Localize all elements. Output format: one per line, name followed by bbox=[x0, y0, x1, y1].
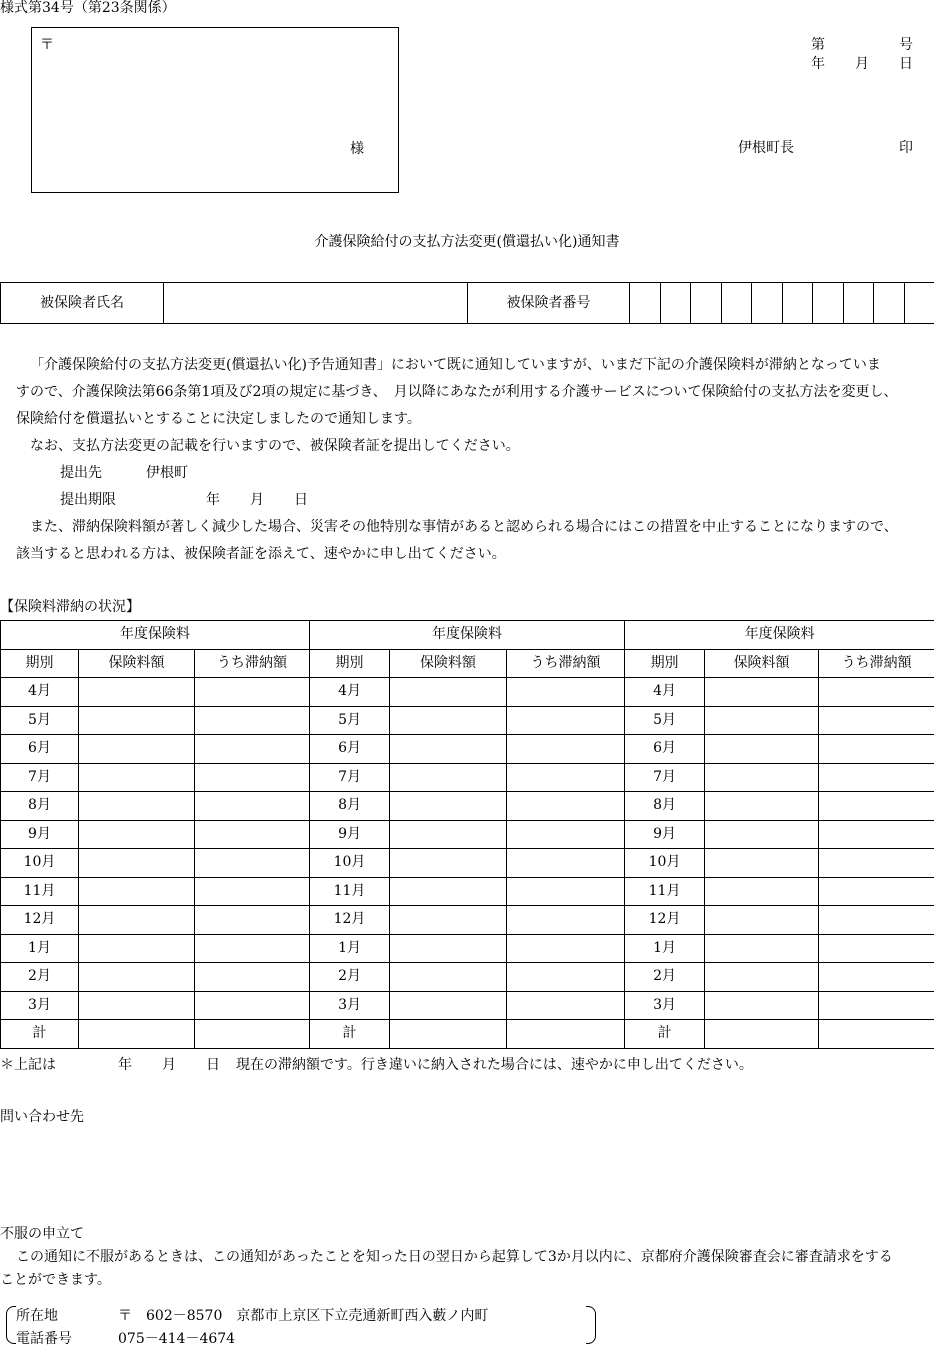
period-cell: 10月 bbox=[310, 849, 390, 878]
col-period: 期別 bbox=[625, 649, 705, 678]
arrears-amount-cell[interactable] bbox=[819, 735, 934, 764]
arrears-amount-cell[interactable] bbox=[819, 706, 934, 735]
col-premium: 保険料額 bbox=[79, 649, 195, 678]
form-number: 様式第34号（第23条関係） bbox=[0, 0, 176, 17]
body-p3-line1: また、滞納保険料額が著しく減少した場合、災害その他特別な事情があると認められる場合にはこの措置を中止することになりますので、 bbox=[16, 514, 928, 541]
note-month: 月 bbox=[162, 1057, 176, 1074]
arrears-amount-cell[interactable] bbox=[507, 706, 625, 735]
insured-number-digit[interactable] bbox=[813, 283, 844, 324]
premium-amount-cell[interactable] bbox=[390, 1020, 507, 1049]
period-cell: 12月 bbox=[310, 906, 390, 935]
issue-day: 日 bbox=[899, 56, 913, 73]
arrears-row bbox=[1, 792, 934, 821]
arrears-amount-cell[interactable] bbox=[507, 963, 625, 992]
col-arrears: うち滞納額 bbox=[819, 649, 934, 678]
period-cell: 9月 bbox=[625, 820, 705, 849]
period-cell: 1月 bbox=[1, 934, 79, 963]
appeal-line1: この通知に不服があるときは、この通知があったことを知った日の翌日から起算して3か月以内に、京都府介護保険審査会に審査請求をする bbox=[16, 1249, 893, 1266]
period-cell: 10月 bbox=[625, 849, 705, 878]
arrears-row bbox=[1, 678, 934, 707]
premium-amount-cell[interactable] bbox=[79, 735, 195, 764]
premium-amount-cell[interactable] bbox=[705, 678, 819, 707]
period-cell: 8月 bbox=[1, 792, 79, 821]
premium-amount-cell[interactable] bbox=[705, 706, 819, 735]
premium-amount-cell[interactable] bbox=[79, 849, 195, 878]
period-cell: 7月 bbox=[1, 763, 79, 792]
appeal-heading: 不服の申立て bbox=[0, 1226, 84, 1243]
insured-number-digit[interactable] bbox=[630, 283, 661, 324]
seal-mark: 印 bbox=[899, 140, 913, 157]
period-cell: 11月 bbox=[310, 877, 390, 906]
body-p2: なお、支払方法変更の記載を行いますので、被保険者証を提出してください。 bbox=[16, 433, 928, 460]
premium-amount-cell[interactable] bbox=[79, 877, 195, 906]
insured-table bbox=[0, 282, 934, 324]
col-premium: 保険料額 bbox=[705, 649, 819, 678]
issue-year: 年 bbox=[811, 56, 825, 73]
col-period: 期別 bbox=[1, 649, 79, 678]
period-cell: 3月 bbox=[1, 991, 79, 1020]
period-cell: 2月 bbox=[625, 963, 705, 992]
arrears-amount-cell[interactable] bbox=[819, 763, 934, 792]
arrears-amount-cell[interactable] bbox=[819, 963, 934, 992]
premium-amount-cell[interactable] bbox=[79, 706, 195, 735]
period-cell: 1月 bbox=[625, 934, 705, 963]
col-arrears: うち滞納額 bbox=[195, 649, 310, 678]
premium-amount-cell[interactable] bbox=[390, 678, 507, 707]
arrears-amount-cell[interactable] bbox=[819, 934, 934, 963]
premium-amount-cell[interactable] bbox=[390, 906, 507, 935]
arrears-amount-cell[interactable] bbox=[195, 678, 310, 707]
period-cell: 9月 bbox=[1, 820, 79, 849]
period-cell: 5月 bbox=[310, 706, 390, 735]
premium-amount-cell[interactable] bbox=[79, 820, 195, 849]
arrears-amount-cell[interactable] bbox=[819, 678, 934, 707]
premium-amount-cell[interactable] bbox=[390, 792, 507, 821]
arrears-row bbox=[1, 906, 934, 935]
arrears-body bbox=[1, 678, 934, 1049]
deadline-label: 提出期限 bbox=[60, 487, 116, 514]
period-cell: 6月 bbox=[625, 735, 705, 764]
bracket-left bbox=[6, 1306, 16, 1344]
period-cell: 4月 bbox=[625, 678, 705, 707]
arrears-amount-cell[interactable] bbox=[507, 1020, 625, 1049]
insured-number-digit[interactable] bbox=[721, 283, 752, 324]
col-period: 期別 bbox=[310, 649, 390, 678]
submit-to-label: 提出先 bbox=[60, 460, 102, 487]
arrears-amount-cell[interactable] bbox=[507, 763, 625, 792]
period-cell: 5月 bbox=[625, 706, 705, 735]
arrears-amount-cell[interactable] bbox=[507, 849, 625, 878]
col-premium: 保険料額 bbox=[390, 649, 507, 678]
office-address-value: 〒 602－8570 京都市上京区下立売通新町西入藪ノ内町 bbox=[118, 1308, 488, 1325]
premium-amount-cell[interactable] bbox=[79, 1020, 195, 1049]
arrears-amount-cell[interactable] bbox=[819, 792, 934, 821]
arrears-amount-cell[interactable] bbox=[195, 706, 310, 735]
address-box bbox=[31, 27, 399, 193]
premium-amount-cell[interactable] bbox=[705, 877, 819, 906]
arrears-amount-cell[interactable] bbox=[195, 1020, 310, 1049]
arrears-table bbox=[0, 620, 934, 1049]
premium-amount-cell[interactable] bbox=[79, 906, 195, 935]
submit-to-row bbox=[16, 460, 928, 487]
arrears-row bbox=[1, 735, 934, 764]
arrears-row bbox=[1, 763, 934, 792]
arrears-row bbox=[1, 820, 934, 849]
note-day: 日 bbox=[206, 1057, 220, 1074]
arrears-row bbox=[1, 934, 934, 963]
period-cell: 4月 bbox=[1, 678, 79, 707]
arrears-amount-cell[interactable] bbox=[507, 877, 625, 906]
period-cell: 計 bbox=[625, 1020, 705, 1049]
arrears-amount-cell[interactable] bbox=[195, 849, 310, 878]
insured-number-digit[interactable] bbox=[752, 283, 783, 324]
year-premium-header: 年度保険料 bbox=[1, 621, 310, 650]
office-tel-value: 075－414－4674 bbox=[118, 1331, 235, 1348]
premium-amount-cell[interactable] bbox=[390, 820, 507, 849]
arrears-amount-cell[interactable] bbox=[507, 678, 625, 707]
insured-number-digit[interactable] bbox=[691, 283, 722, 324]
issue-go: 号 bbox=[899, 37, 913, 54]
office-address-label: 所在地 bbox=[16, 1308, 58, 1325]
arrears-amount-cell[interactable] bbox=[195, 820, 310, 849]
deadline-day: 日 bbox=[294, 487, 308, 514]
arrears-amount-cell[interactable] bbox=[819, 991, 934, 1020]
period-cell: 計 bbox=[1, 1020, 79, 1049]
arrears-amount-cell[interactable] bbox=[195, 877, 310, 906]
premium-amount-cell[interactable] bbox=[390, 706, 507, 735]
premium-amount-cell[interactable] bbox=[705, 991, 819, 1020]
premium-amount-cell[interactable] bbox=[705, 1020, 819, 1049]
document-title: 介護保険給付の支払方法変更(償還払い化)通知書 bbox=[0, 234, 934, 251]
premium-amount-cell[interactable] bbox=[390, 934, 507, 963]
arrears-row bbox=[1, 877, 934, 906]
period-cell: 1月 bbox=[310, 934, 390, 963]
arrears-amount-cell[interactable] bbox=[195, 906, 310, 935]
premium-amount-cell[interactable] bbox=[705, 820, 819, 849]
period-cell: 6月 bbox=[1, 735, 79, 764]
premium-amount-cell[interactable] bbox=[705, 849, 819, 878]
premium-amount-cell[interactable] bbox=[705, 792, 819, 821]
arrears-amount-cell[interactable] bbox=[507, 820, 625, 849]
arrears-amount-cell[interactable] bbox=[819, 1020, 934, 1049]
premium-amount-cell[interactable] bbox=[705, 963, 819, 992]
premium-amount-cell[interactable] bbox=[390, 991, 507, 1020]
period-cell: 10月 bbox=[1, 849, 79, 878]
premium-amount-cell[interactable] bbox=[79, 678, 195, 707]
postal-mark: 〒 bbox=[40, 37, 54, 54]
contact-label: 問い合わせ先 bbox=[0, 1109, 84, 1126]
period-cell: 7月 bbox=[310, 763, 390, 792]
arrears-amount-cell[interactable] bbox=[819, 877, 934, 906]
insured-number-digit[interactable] bbox=[904, 283, 934, 324]
premium-amount-cell[interactable] bbox=[390, 735, 507, 764]
insured-number-digit[interactable] bbox=[660, 283, 691, 324]
honorific-sama: 様 bbox=[350, 141, 364, 158]
arrears-row bbox=[1, 991, 934, 1020]
note-suffix: 現在の滞納額です。行き違いに納入された場合には、速やかに申し出てください。 bbox=[236, 1057, 753, 1074]
note-year: 年 bbox=[118, 1057, 132, 1074]
insured-name-label: 被保険者氏名 bbox=[1, 283, 164, 324]
note-prefix: ＊上記は bbox=[0, 1057, 56, 1074]
period-cell: 2月 bbox=[310, 963, 390, 992]
insured-number-label: 被保険者番号 bbox=[468, 283, 630, 324]
premium-amount-cell[interactable] bbox=[79, 792, 195, 821]
period-cell: 8月 bbox=[310, 792, 390, 821]
period-cell: 12月 bbox=[625, 906, 705, 935]
period-cell: 計 bbox=[310, 1020, 390, 1049]
premium-amount-cell[interactable] bbox=[79, 934, 195, 963]
deadline-year: 年 bbox=[206, 487, 220, 514]
premium-amount-cell[interactable] bbox=[705, 934, 819, 963]
premium-amount-cell[interactable] bbox=[705, 735, 819, 764]
issue-dai: 第 bbox=[811, 37, 825, 54]
period-cell: 12月 bbox=[1, 906, 79, 935]
issue-month: 月 bbox=[855, 56, 869, 73]
arrears-amount-cell[interactable] bbox=[195, 991, 310, 1020]
deadline-row bbox=[16, 487, 928, 514]
period-cell: 5月 bbox=[1, 706, 79, 735]
body-p1-line1: 「介護保険給付の支払方法変更(償還払い化)予告通知書」において既に通知していますが、いまだ下記の介護保険料が滞納となっていま bbox=[16, 352, 928, 379]
period-cell: 11月 bbox=[625, 877, 705, 906]
appeal-line2: ことができます。 bbox=[0, 1272, 111, 1289]
arrears-amount-cell[interactable] bbox=[819, 906, 934, 935]
premium-amount-cell[interactable] bbox=[390, 849, 507, 878]
premium-amount-cell[interactable] bbox=[79, 991, 195, 1020]
arrears-heading: 【保険料滞納の状況】 bbox=[0, 599, 140, 616]
period-cell: 2月 bbox=[1, 963, 79, 992]
body-p1-line2: すので、介護保険法第66条第1項及び2項の規定に基づき、 月以降にあなたが利用する介護サービスについて保険給付の支払方法を変更し、 bbox=[16, 379, 928, 406]
premium-amount-cell[interactable] bbox=[79, 763, 195, 792]
arrears-amount-cell[interactable] bbox=[507, 792, 625, 821]
year-premium-header: 年度保険料 bbox=[310, 621, 625, 650]
period-cell: 9月 bbox=[310, 820, 390, 849]
arrears-amount-cell[interactable] bbox=[195, 963, 310, 992]
arrears-amount-cell[interactable] bbox=[507, 934, 625, 963]
col-arrears: うち滞納額 bbox=[507, 649, 625, 678]
year-premium-header: 年度保険料 bbox=[625, 621, 934, 650]
arrears-amount-cell[interactable] bbox=[195, 934, 310, 963]
arrears-amount-cell[interactable] bbox=[819, 849, 934, 878]
issuer-name: 伊根町長 bbox=[738, 140, 794, 157]
period-cell: 4月 bbox=[310, 678, 390, 707]
premium-amount-cell[interactable] bbox=[79, 963, 195, 992]
office-tel-label: 電話番号 bbox=[16, 1331, 72, 1348]
premium-amount-cell[interactable] bbox=[390, 763, 507, 792]
submit-to-value: 伊根町 bbox=[146, 460, 188, 487]
body-paragraphs bbox=[16, 352, 928, 568]
arrears-amount-cell[interactable] bbox=[195, 763, 310, 792]
period-cell: 3月 bbox=[310, 991, 390, 1020]
arrears-amount-cell[interactable] bbox=[819, 820, 934, 849]
arrears-amount-cell[interactable] bbox=[507, 906, 625, 935]
premium-amount-cell[interactable] bbox=[705, 906, 819, 935]
arrears-amount-cell[interactable] bbox=[195, 792, 310, 821]
insured-number-digit[interactable] bbox=[843, 283, 874, 324]
body-p3-line2: 該当すると思われる方は、被保険者証を添えて、速やかに申し出てください。 bbox=[16, 541, 928, 568]
insured-number-digit[interactable] bbox=[782, 283, 813, 324]
arrears-row bbox=[1, 1020, 934, 1049]
premium-amount-cell[interactable] bbox=[705, 763, 819, 792]
body-p1-line3: 保険給付を償還払いとすることに決定しましたので通知します。 bbox=[16, 406, 928, 433]
arrears-amount-cell[interactable] bbox=[195, 735, 310, 764]
arrears-row bbox=[1, 963, 934, 992]
deadline-month: 月 bbox=[250, 487, 264, 514]
period-cell: 6月 bbox=[310, 735, 390, 764]
bracket-right bbox=[586, 1306, 596, 1344]
period-cell: 3月 bbox=[625, 991, 705, 1020]
period-cell: 7月 bbox=[625, 763, 705, 792]
arrears-amount-cell[interactable] bbox=[507, 735, 625, 764]
premium-amount-cell[interactable] bbox=[390, 877, 507, 906]
arrears-row bbox=[1, 706, 934, 735]
period-cell: 11月 bbox=[1, 877, 79, 906]
insured-number-digit[interactable] bbox=[874, 283, 905, 324]
insured-name-field[interactable] bbox=[164, 283, 468, 324]
arrears-amount-cell[interactable] bbox=[507, 991, 625, 1020]
arrears-row bbox=[1, 849, 934, 878]
premium-amount-cell[interactable] bbox=[390, 963, 507, 992]
period-cell: 8月 bbox=[625, 792, 705, 821]
